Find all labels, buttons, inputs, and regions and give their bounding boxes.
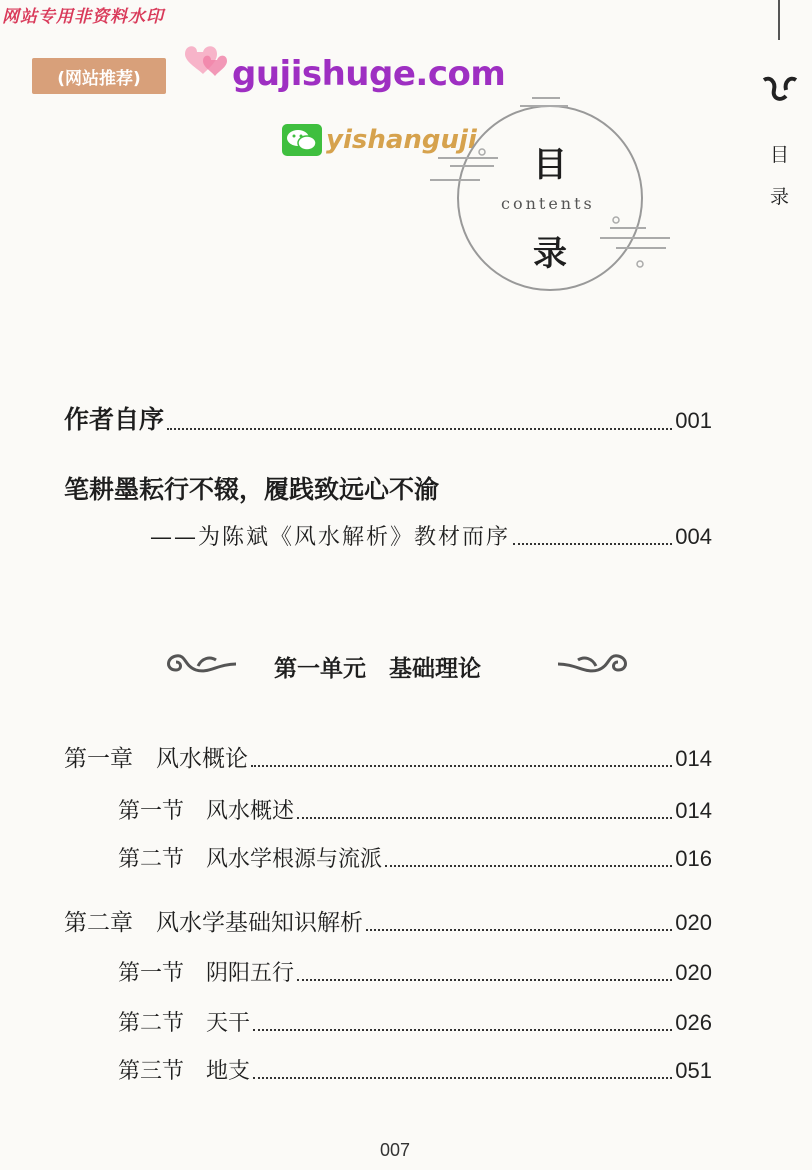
dot-leader <box>513 543 672 545</box>
dot-leader <box>366 929 672 931</box>
toc-label: ——为陈斌《风水解析》教材而序 <box>150 525 511 550</box>
toc-page: 020 <box>675 910 712 935</box>
toc-chapter-2[interactable] <box>64 904 712 937</box>
emblem-icon <box>760 74 800 106</box>
header-char-lu: 录 <box>533 234 567 274</box>
toc-page: 020 <box>675 960 712 985</box>
dot-leader <box>253 1029 672 1031</box>
dot-leader <box>167 428 672 430</box>
toc-page: 026 <box>675 1010 712 1035</box>
toc-label: 第二章 风水学基础知识解析 <box>64 910 363 936</box>
toc-section[interactable] <box>118 1006 712 1037</box>
toc-preface[interactable] <box>64 400 712 436</box>
dot-leader <box>385 865 672 867</box>
toc-label: 第一章 风水概论 <box>64 746 248 772</box>
toc-page: 014 <box>675 746 712 771</box>
dot-leader <box>297 979 672 981</box>
dot-leader <box>297 817 672 819</box>
toc-section[interactable] <box>118 794 712 825</box>
toc-label: 第二节 风水学根源与流派 <box>118 847 383 872</box>
toc-label: 作者自序 <box>64 405 165 434</box>
toc-essay[interactable] <box>150 520 712 551</box>
hearts-icon <box>183 42 231 86</box>
header-contents: contents <box>501 194 595 213</box>
toc-page: 051 <box>675 1058 712 1083</box>
toc-label: 第二节 天干 <box>118 1011 251 1036</box>
wechat-id: yishanguji <box>326 125 477 155</box>
cloud-ornament-right <box>556 646 636 682</box>
toc-section[interactable] <box>118 1054 712 1085</box>
site-url: gujishuge.com <box>232 54 506 94</box>
toc-chapter-1[interactable] <box>64 740 712 773</box>
cloud-ornament-left <box>158 646 238 682</box>
toc-section[interactable] <box>118 842 712 873</box>
toc-label: 第一节 阴阳五行 <box>118 961 295 986</box>
toc-page: 001 <box>675 408 712 433</box>
toc-page: 004 <box>675 524 712 549</box>
unit-heading: 第一单元 基础理论 <box>274 656 481 682</box>
side-char-lu: 录 <box>770 186 790 208</box>
toc-section[interactable] <box>118 956 712 987</box>
watermark-text: 网站专用非资料水印 <box>2 7 164 27</box>
toc-page: 014 <box>675 798 712 823</box>
margin-rule <box>778 0 780 40</box>
page-number: 007 <box>380 1140 411 1160</box>
dot-leader <box>253 1077 672 1079</box>
essay-title: 笔耕墨耘行不辍，履践致远心不渝 <box>64 475 440 504</box>
dot-leader <box>251 765 672 767</box>
wechat-icon <box>282 124 322 156</box>
side-char-mu: 目 <box>770 144 790 166</box>
toc-label: 第三节 地支 <box>118 1059 251 1084</box>
toc-label: 第一节 风水概述 <box>118 799 295 824</box>
toc-page: 016 <box>675 846 712 871</box>
site-recommend-badge: (网站推荐) <box>32 58 166 94</box>
header-char-mu: 目 <box>533 145 567 185</box>
